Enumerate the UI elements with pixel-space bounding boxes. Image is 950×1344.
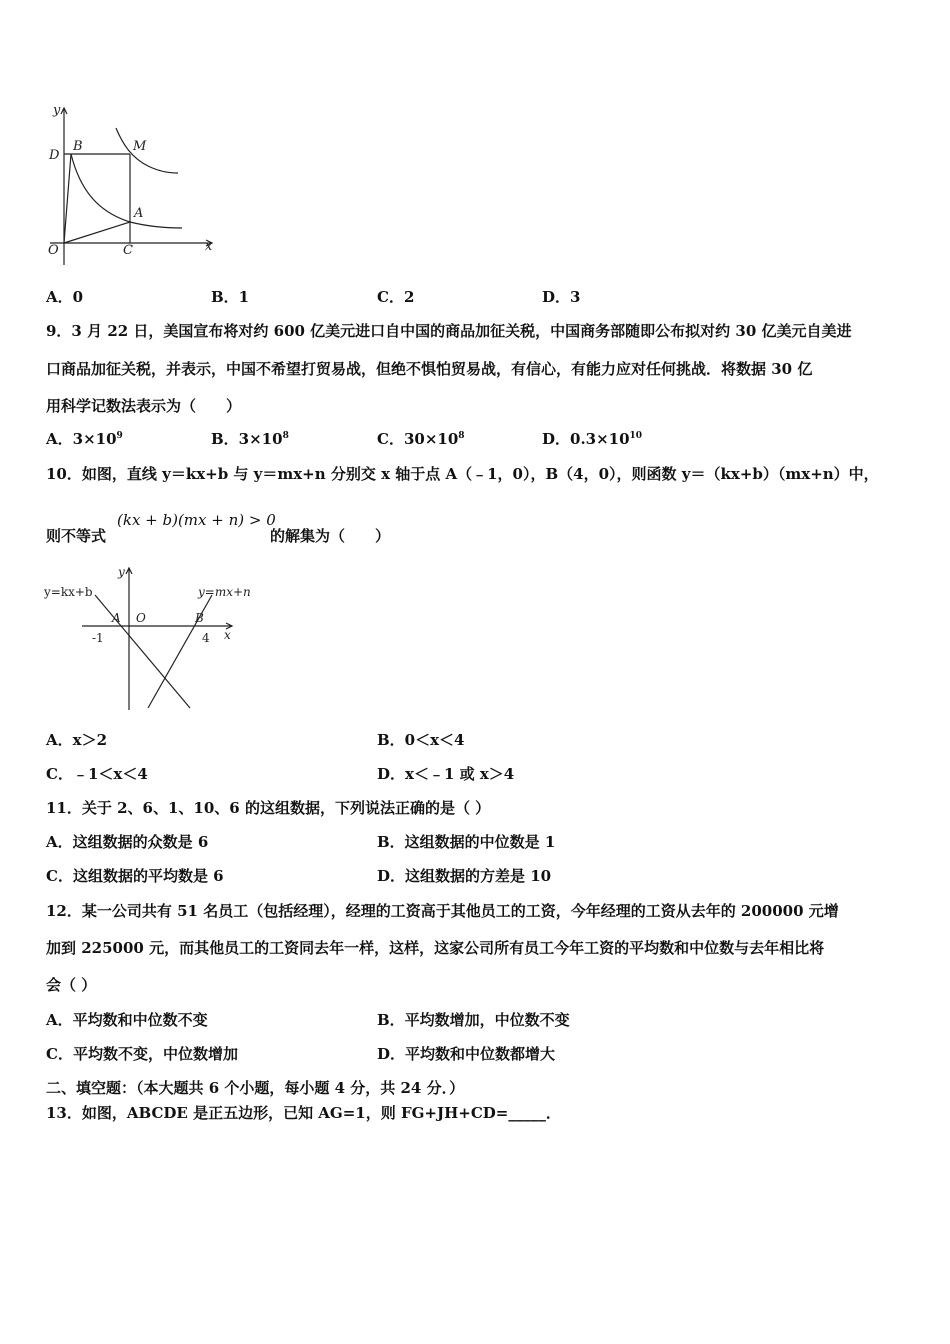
- q12-option-c: C．平均数不变，中位数增加: [46, 1045, 238, 1063]
- label-4: 4: [202, 631, 210, 645]
- q8-option-a: A．0: [46, 288, 84, 306]
- curve-outer: [116, 128, 178, 173]
- q8-option-d: D．3: [542, 288, 581, 306]
- q10-stem-prefix: 则不等式: [46, 527, 107, 545]
- section-2-title: 二、填空题：（本大题共 6 个小题，每小题 4 分，共 24 分．）: [46, 1079, 465, 1097]
- q8-figure: [40, 100, 230, 275]
- label-y: y: [53, 103, 61, 118]
- q9-stem-line3: 用科学记数法表示为（ ）: [46, 397, 242, 415]
- q10-figure: [40, 560, 270, 720]
- q12-option-a: A．平均数和中位数不变: [46, 1011, 208, 1029]
- q11-option-b: B．这组数据的中位数是 1: [377, 833, 556, 851]
- label-D: D: [49, 148, 60, 163]
- q11-option-c: C．这组数据的平均数是 6: [46, 867, 224, 885]
- q10-stem-suffix: 的解集为（ ）: [270, 527, 391, 545]
- q10-option-d: D．x＜﹣1 或 x＞4: [377, 765, 515, 783]
- q9-option-c: C．$30\times 10^8$: [377, 430, 465, 448]
- q10-option-c: C．﹣1＜x＜4: [46, 765, 148, 783]
- q10-stem-line1: 10．如图，直线 y＝kx+b 与 y＝mx+n 分别交 x 轴于点 A（﹣1，0），B（4，0），则函数 y＝（kx+b）（mx+n）中，: [46, 465, 879, 483]
- q8-option-c: C．2: [377, 288, 415, 306]
- label-B: B: [195, 611, 204, 625]
- q9-stem-line2: 口商品加征关税，并表示，中国不希望打贸易战，但绝不惧怕贸易战，有信心，有能力应对任何挑战．将数据 30 亿: [46, 360, 813, 378]
- q12-stem-line2: 加到 225000 元，而其他员工的工资同去年一样，这样，这家公司所有员工今年工资的平均数和中位数与去年相比将: [46, 939, 825, 957]
- label-O: O: [48, 243, 59, 258]
- label-line1: y=kx+b: [44, 585, 93, 599]
- q11-option-d: D．这组数据的方差是 10: [377, 867, 552, 885]
- q11-option-a: A．这组数据的众数是 6: [46, 833, 209, 851]
- label-line2: y=mx+n: [198, 585, 251, 599]
- q9-option-b: B．$3\times 10^8$: [211, 430, 289, 448]
- label-C: C: [123, 243, 133, 258]
- segment-OB: [64, 154, 71, 243]
- label-A: A: [112, 611, 121, 625]
- label-B: B: [73, 139, 83, 154]
- q9-option-d: D．$0.3\times 10^{10}$: [542, 430, 643, 448]
- segment-OA: [64, 222, 130, 243]
- curve-inner: [71, 154, 182, 228]
- q12-stem-line1: 12．某一公司共有 51 名员工（包括经理），经理的工资高于其他员工的工资，今年经理的工资从去年的 200000 元增: [46, 902, 839, 920]
- q10-inequality: (kx + b)(mx + n) > 0: [117, 511, 276, 529]
- q9-stem-line1: 9．3 月 22 日，美国宣布将对约 600 亿美元进口自中国的商品加征关税，中国商务部随即公布拟对约 30 亿美元自美进: [46, 322, 852, 340]
- q11-stem: 11．关于 2、6、1、10、6 的这组数据，下列说法正确的是（ ）: [46, 799, 491, 817]
- q10-option-b: B．0＜x＜4: [377, 731, 465, 749]
- q13-stem: 13．如图，ABCDE 是正五边形，已知 AG=1，则 FG+JH+CD=_____．: [46, 1104, 561, 1122]
- q10-option-a: A．x＞2: [46, 731, 108, 749]
- q12-stem-line3: 会（ ）: [46, 976, 97, 994]
- q12-option-b: B．平均数增加，中位数不变: [377, 1011, 570, 1029]
- label-x: x: [224, 628, 231, 642]
- label-A: A: [134, 206, 144, 221]
- label-y: y: [118, 565, 125, 579]
- label-M: M: [133, 139, 147, 154]
- q12-option-d: D．平均数和中位数都增大: [377, 1045, 556, 1063]
- label-x: x: [205, 239, 213, 254]
- q9-option-a: A．$3\times 10^9$: [46, 430, 123, 448]
- label-neg1: -1: [92, 631, 104, 645]
- q8-option-b: B．1: [211, 288, 250, 306]
- label-O: O: [136, 611, 146, 625]
